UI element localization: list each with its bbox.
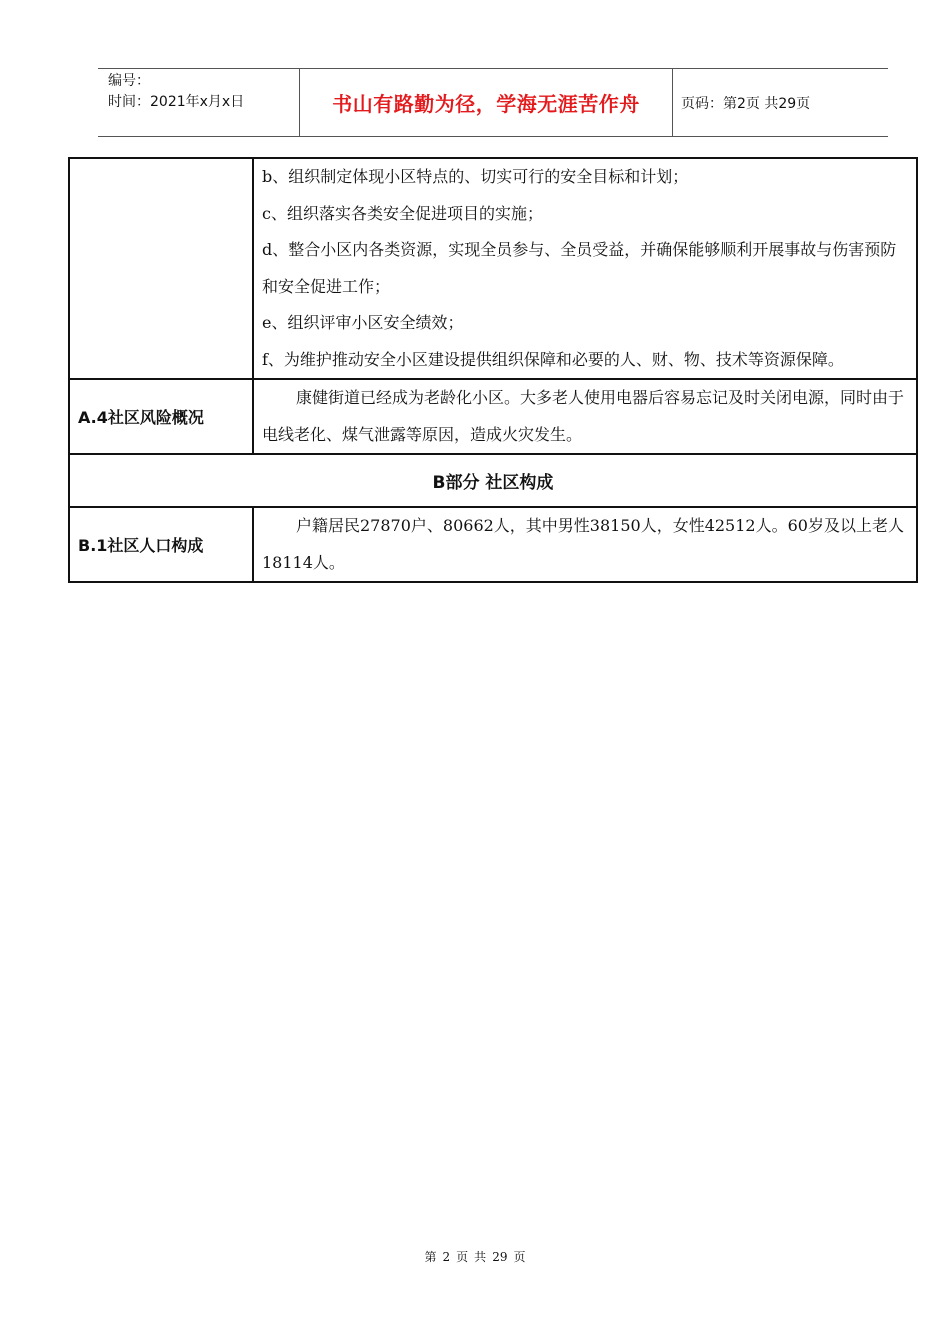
table-row: [69, 158, 917, 379]
header-page-cell: [673, 69, 888, 136]
header-page-label: 页码：第2页 共29页: [681, 95, 811, 112]
content-table: [68, 157, 918, 583]
header-motto-cell: [300, 69, 673, 136]
table-row: [69, 507, 917, 582]
row-content: [253, 379, 917, 454]
footer-word-total: 共: [474, 1250, 487, 1264]
footer-word-ye: 页: [456, 1250, 469, 1264]
row-content: [253, 507, 917, 582]
list-item: f、为维护推动安全小区建设提供组织保障和必要的人、财、物、技术等资源保障。: [262, 349, 844, 369]
page-footer: [0, 1248, 950, 1265]
document-date-label: 时间：2021年x月x日: [108, 94, 245, 110]
list-item: d、整合小区内各类资源，实现全员参与、全员受益，并确保能够顺利开展事故与伤害预防和安全促进工作；: [262, 240, 897, 296]
row-label: B.1社区人口构成: [69, 507, 253, 582]
list-item: c、组织落实各类安全促进项目的实施；: [262, 203, 543, 223]
document-number-label: 编号：: [108, 73, 150, 89]
paragraph: 康健街道已经成为老龄化小区。大多老人使用电器后容易忘记及时关闭电源，同时由于电线老化、煤气泄露等原因，造成火灾发生。: [262, 388, 905, 444]
page-header: [98, 68, 888, 137]
row-content: [253, 158, 917, 379]
footer-word-page: 第: [424, 1250, 437, 1264]
footer-current-page: 2: [442, 1250, 451, 1264]
table-row: [69, 454, 917, 507]
section-heading: B部分 社区构成: [69, 454, 917, 507]
header-motto: 书山有路勤为径，学海无涯苦作舟: [332, 92, 640, 116]
list-item: e、组织评审小区安全绩效；: [262, 313, 464, 332]
table-row: [69, 379, 917, 454]
footer-word-ye2: 页: [513, 1250, 526, 1264]
list-item: b、组织制定体现小区特点的、切实可行的安全目标和计划；: [262, 167, 689, 186]
footer-total-pages: 29: [492, 1250, 508, 1264]
row-label: [69, 158, 253, 379]
header-meta-cell: [98, 69, 300, 136]
paragraph: 户籍居民27870户、80662人，其中男性38150人，女性42512人。60岁及以上老人18114人。: [262, 516, 904, 572]
row-label: A.4社区风险概况: [69, 379, 253, 454]
